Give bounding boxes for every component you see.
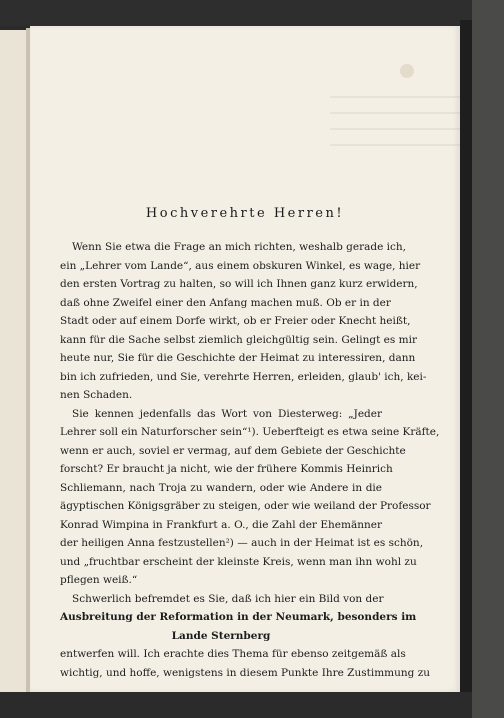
text-line: Wenn Sie etwa die Frage an mich richten, weshalb gerade ich, xyxy=(72,241,407,253)
text-line: forscht? Er braucht ja nicht, wie der frühere Kommis Heinrich xyxy=(60,463,393,475)
text-line: daß ohne Zweifel einer den Anfang machen muß. Ob er in der xyxy=(60,296,391,309)
text-line: ein „Lehrer vom Lande“, aus einem obskuren Winkel, es wage, hier xyxy=(60,259,421,272)
text-line: ägyptischen Königsgräber zu steigen, oder wie weiland der Professor xyxy=(60,500,431,512)
text-line: der heiligen Anna festzustellen²) — auch in der Heimat ist es schön, xyxy=(60,537,424,549)
text-line: den ersten Vortrag zu halten, so will ich Ihnen ganz kurz erwidern, xyxy=(60,278,418,290)
text-line: Sie kennen jedenfalls das Wort von Diesterweg: „Jeder xyxy=(72,407,382,420)
text-line: Stadt oder auf einem Dorfe wirkt, ob er Freier oder Knecht heißt, xyxy=(60,315,411,327)
top-strip xyxy=(0,0,472,26)
bottom-strip xyxy=(0,692,472,718)
page-heading: Hochverehrte Herren! xyxy=(145,206,345,221)
text-line: Lehrer soll ein Naturforscher sein“¹). Ueberfteigt es etwa seine Kräfte, xyxy=(60,426,440,438)
book-cover xyxy=(472,0,504,718)
text-line: und „fruchtbar erscheint der kleinste Kreis, wenn man ihn wohl zu xyxy=(60,555,417,568)
text-line: wichtig, und hoffe, wenigstens in diesem Punkte Ihre Zustimmung zu xyxy=(60,666,431,679)
bleed-through-text xyxy=(330,96,480,156)
text-line: pflegen weiß.“ xyxy=(60,574,138,586)
text-line: Schliemann, nach Troja zu wandern, oder wie Andere in die xyxy=(60,481,382,494)
text-line: bin ich zufrieden, und Sie, verehrte Herren, erleiden, glaub' ich, kei- xyxy=(60,370,427,383)
text-line: Ausbreitung der Reformation in der Neumark, besonders im xyxy=(60,611,417,623)
text-line: wenn er auch, soviel er vermag, auf dem Gebiete der Geschichte xyxy=(60,444,406,457)
page-right-edge xyxy=(460,20,472,696)
text-line: nen Schaden. xyxy=(60,389,133,401)
page-stain xyxy=(400,64,414,78)
text-line: entwerfen will. Ich erachte dies Thema für ebenso zeitgemäß als xyxy=(60,648,406,660)
body-text xyxy=(60,238,440,682)
text-line: Lande Sternberg xyxy=(171,629,271,642)
text-line: Schwerlich befremdet es Sie, daß ich hier ein Bild von der xyxy=(72,592,384,605)
text-line: heute nur, Sie für die Geschichte der Heimat zu interessiren, dann xyxy=(60,352,416,364)
text-line: Konrad Wimpina in Frankfurt a. O., die Zahl der Ehemänner xyxy=(60,518,382,531)
text-line: kann für die Sache selbst ziemlich gleichgültig sein. Gelingt es mir xyxy=(60,333,417,346)
